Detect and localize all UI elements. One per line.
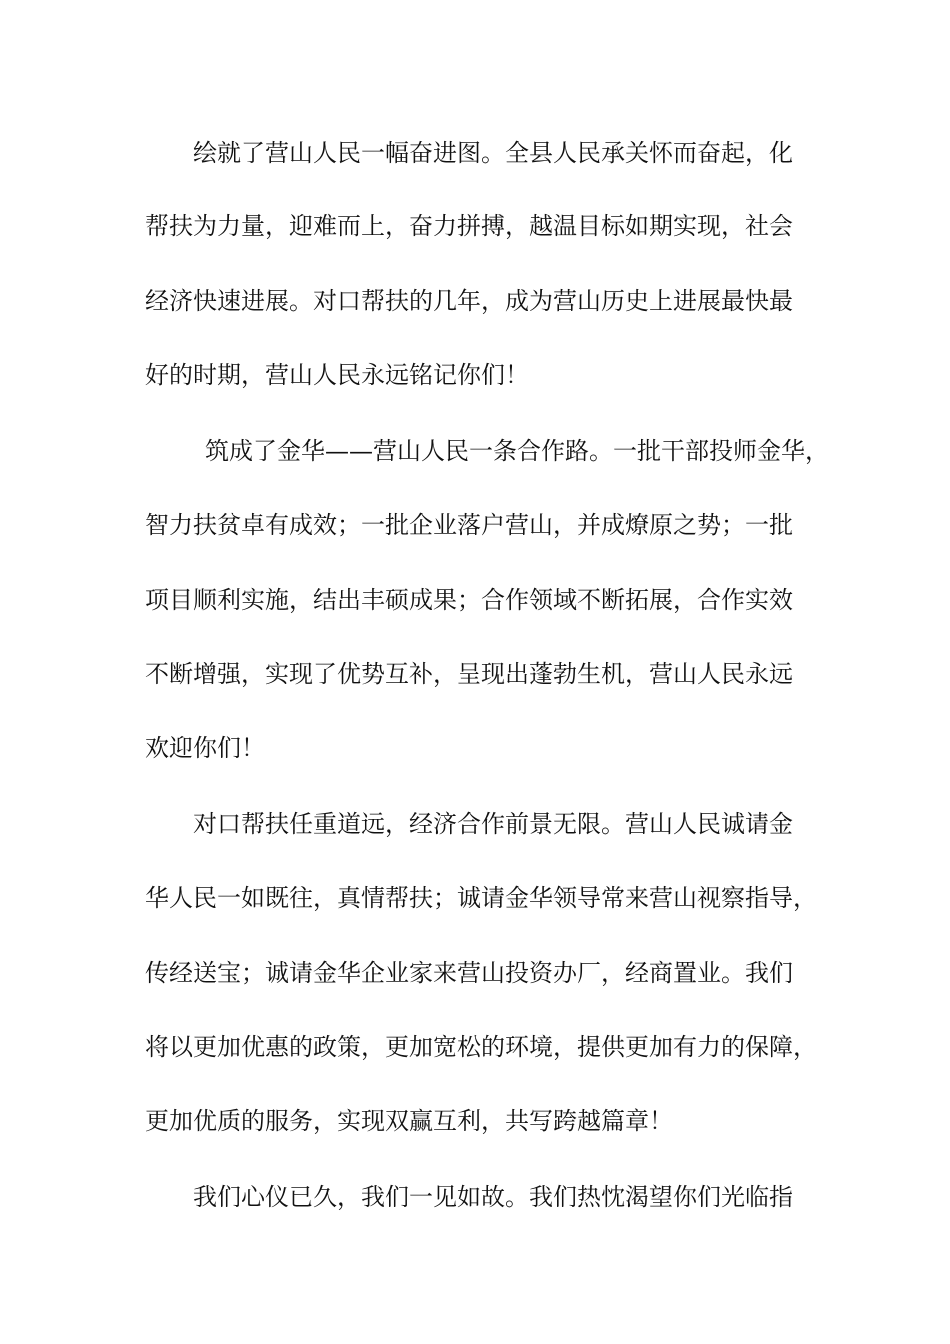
text-line: 我们心仪已久，我们一见如故。我们热忱渴望你们光临指 xyxy=(193,1183,793,1211)
text-line: 项目顺利实施，结出丰硕成果；合作领域不断拓展，合作实效 xyxy=(145,586,793,614)
text-line: 更加优质的服务，实现双赢互利，共写跨越篇章！ xyxy=(145,1107,673,1135)
text-line: 筑成了金华——营山人民一条合作路。一批干部投师金华， xyxy=(205,437,829,465)
text-line: 欢迎你们！ xyxy=(145,734,265,762)
text-line: 对口帮扶任重道远，经济合作前景无限。营山人民诚请金 xyxy=(193,810,793,838)
text-line: 华人民一如既往，真情帮扶；诚请金华领导常来营山视察指导， xyxy=(145,884,817,912)
text-line: 不断增强，实现了优势互补，呈现出蓬勃生机，营山人民永远 xyxy=(145,660,793,688)
text-line: 智力扶贫卓有成效；一批企业落户营山，并成燎原之势；一批 xyxy=(145,511,793,539)
text-line: 传经送宝；诚请金华企业家来营山投资办厂，经商置业。我们 xyxy=(145,959,793,987)
text-line: 经济快速进展。对口帮扶的几年，成为营山历史上进展最快最 xyxy=(145,287,793,315)
text-line: 帮扶为力量，迎难而上，奋力拼搏，越温目标如期实现，社会 xyxy=(145,212,793,240)
text-line: 绘就了营山人民一幅奋进图。全县人民承关怀而奋起，化 xyxy=(193,139,793,167)
text-line: 好的时期，营山人民永远铭记你们！ xyxy=(145,361,529,389)
text-line: 将以更加优惠的政策，更加宽松的环境，提供更加有力的保障， xyxy=(145,1033,817,1061)
